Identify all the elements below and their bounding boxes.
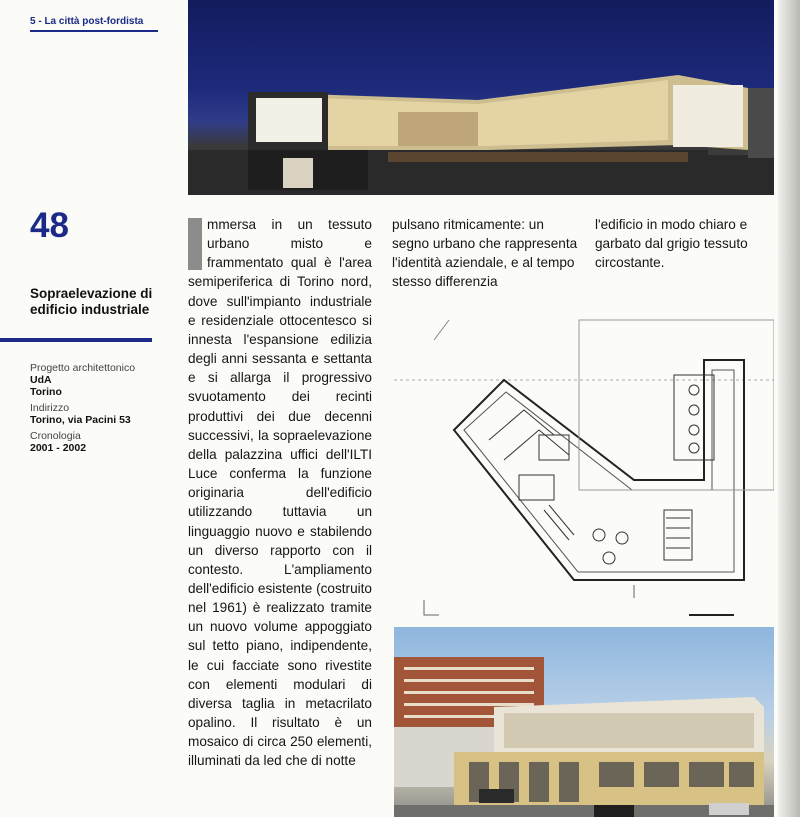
project-label: Progetto architettonico	[30, 362, 136, 374]
project-meta	[30, 362, 155, 454]
section-header	[30, 16, 158, 32]
chronology-value: 2001 - 2002	[30, 442, 87, 454]
dropcap-block	[188, 218, 202, 270]
entry-number: 48	[30, 206, 69, 245]
project-city: Torino	[30, 386, 62, 398]
page-gutter-shadow	[778, 0, 800, 817]
section-rule	[30, 30, 158, 32]
project-value: UdA	[30, 374, 52, 386]
entry-title: Sopraelevazione di edificio industriale	[30, 286, 153, 317]
address-value: Torino, via Pacini 53	[30, 414, 131, 426]
body-column-3: l'edificio in modo chiaro e garbato dal grigio tessuto circostante.	[595, 217, 748, 271]
body-column-1	[188, 215, 372, 771]
section-title: 5 - La città post-fordista	[30, 16, 144, 27]
body-column-2: pulsano ritmicamente: un segno urbano che rappresenta l'identità aziendale, e al tempo stesso differenzia	[392, 217, 578, 290]
day-building-photo	[394, 627, 774, 817]
address-label: Indirizzo	[30, 402, 70, 414]
night-building-photo	[188, 0, 774, 195]
title-rule	[0, 338, 152, 342]
chronology-label: Cronologia	[30, 430, 81, 442]
floor-plan-drawing	[394, 300, 774, 630]
body-text-1: mmersa in un tessuto urbano misto e frammentato qual è l'area semiperiferica di Torino nord, dove sull'impianto industriale e residenziale ottocentesco si innesta l'espansione edilizia degli anni sessanta e settanta e si allarga il progressivo svuotamento dei recinti produttivi dei due decenni successivi, la sopraelevazione della palazzina uffici dell'ILTI Luce conferma la funzione originaria dell'edificio utilizzando tuttavia un linguaggio nuovo e stabilendo un diverso rapporto con il contesto. L'ampliamento dell'edificio esistente (costruito nel 1961) è realizzato tramite un nuovo volume appoggiato sul tetto piano, indipendente, le cui facciate sono rivestite con elementi modulari di diversa taglia in metacrilato opalino. Il risultato è un mosaico di circa 250 elementi, illuminati da led che di notte	[188, 217, 372, 769]
